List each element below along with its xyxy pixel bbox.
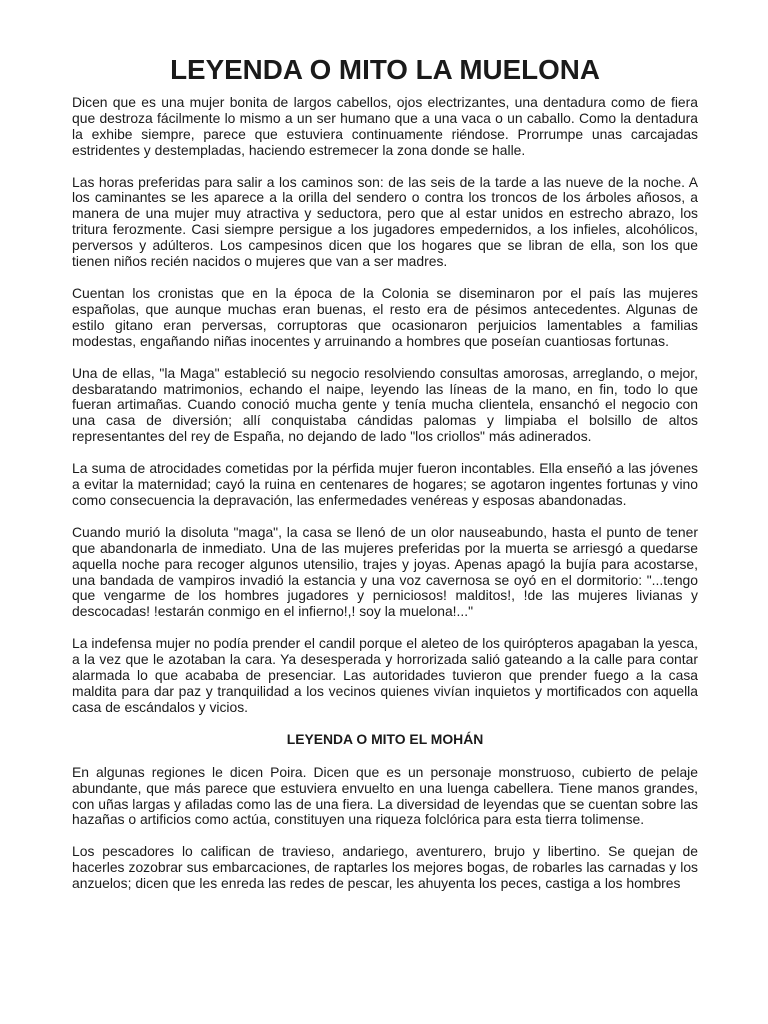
paragraph: La indefensa mujer no podía prender el candil porque el aleteo de los quirópteros apagaban la yesca, a la vez que le azotaban la cara. Ya desesperada y horrorizada salió gateando a la calle para contar alarmada lo que acababa de presenciar. Las autoridades tuvieron que prender fuego a la casa maldita para dar paz y tranquilidad a los vecinos quienes vivían inquietos y mortificados con aquella casa de escándalos y vicios. xyxy=(72,635,698,715)
document-page xyxy=(72,54,698,892)
paragraph: Los pescadores lo califican de travieso, andariego, aventurero, brujo y libertino. Se quejan de hacerles zozobrar sus embarcaciones, de raptarles los mejores bogas, de robarles las carnadas y los anzuelos; dicen que les enreda las redes de pescar, les ahuyenta los peces, castiga a los hombres xyxy=(72,843,698,892)
section-title-mohan: LEYENDA O MITO EL MOHÁN xyxy=(286,730,484,747)
paragraph: Cuando murió la disoluta "maga", la casa se llenó de un olor nauseabundo, hasta el punto de tener que abandonarla de inmediato. Una de las mujeres preferidas por la muerta se arriesgó a quedarse aquella noche para recoger algunos utensilio, trajes y joyas. Apenas apagó la bujía para acostarse, una bandada de vampiros invadió la estancia y una voz cavernosa se oyó en el dormitorio: "...tengo que vengarme de los hombres jugadores y perniciosos! malditos!, !de las mujeres livianas y descocadas! !estarán conmigo en el infierno!,! soy la muelona!..." xyxy=(72,523,698,620)
paragraph: En algunas regiones le dicen Poira. Dicen que es un personaje monstruoso, cubierto de pelaje abundante, que más parece que estuviera envuelto en una luenga cabellera. Tiene manos grandes, con uñas largas y afiladas como las de una fiera. La diversidad de leyendas que se cuentan sobre las hazañas o artificios como actúa, constituyen una riqueza folclórica para esta tierra tolimense. xyxy=(72,763,698,828)
paragraph: Las horas preferidas para salir a los caminos son: de las seis de la tarde a las nueve de la noche. A los caminantes se les aparece a la orilla del sendero o contra los troncos de los árboles añosos, a manera de una mujer muy atractiva y seductora, pero que al estar unidos en estrecho abrazo, los tritura ferozmente. Casi siempre persigue a los jugadores empedernidos, a los infieles, alcohólicos, perversos y adúlteros. Los campesinos dicen que los hogares que se libran de ella, son los que tienen niños recién nacidos o mujeres que van a ser madres. xyxy=(72,173,698,270)
paragraph: Una de ellas, "la Maga" estableció su negocio resolviendo consultas amorosas, arreglando, o mejor, desbaratando matrimonios, echando el naipe, leyendo las líneas de la mano, en fin, todo lo que fueran artimañas. Cuando conoció mucha gente y tenía mucha clientela, ensanchó el negocio con una casa de diversión; allí conquistaba cándidas palomas y limpiaba el bolsillo de altos representantes del rey de España, no dejando de lado "los criollos" más adinerados. xyxy=(72,364,698,445)
paragraph: Dicen que es una mujer bonita de largos cabellos, ojos electrizantes, una dentadura como de fiera que destroza fácilmente lo mismo a un ser humano que a una vaca o un caballo. Como la dentadura la exhibe siempre, parece que estuviera continuamente riéndose. Prorrumpe unas carcajadas estridentes y destempladas, haciendo estremecer la zona donde se halle. xyxy=(72,93,698,158)
paragraph: Cuentan los cronistas que en la época de la Colonia se diseminaron por el país las mujeres españolas, que aunque muchas eran buenas, el resto era de pésimos antecedentes. Algunas de estilo gitano eran perversas, corruptoras que ocasionaron perjuicios lamentables a familias modestas, engañando niñas inocentes y arruinando a hombres que poseían cuantiosas fortunas. xyxy=(72,284,698,349)
paragraph: La suma de atrocidades cometidas por la pérfida mujer fueron incontables. Ella enseñó a las jóvenes a evitar la maternidad; cayó la ruina en centenares de hogares; se agotaron ingentes fortunas y vino como consecuencia la depravación, las enfermedades venéreas y esposas abandonadas. xyxy=(72,460,698,508)
section-title-muelona: LEYENDA O MITO LA MUELONA xyxy=(170,54,600,85)
